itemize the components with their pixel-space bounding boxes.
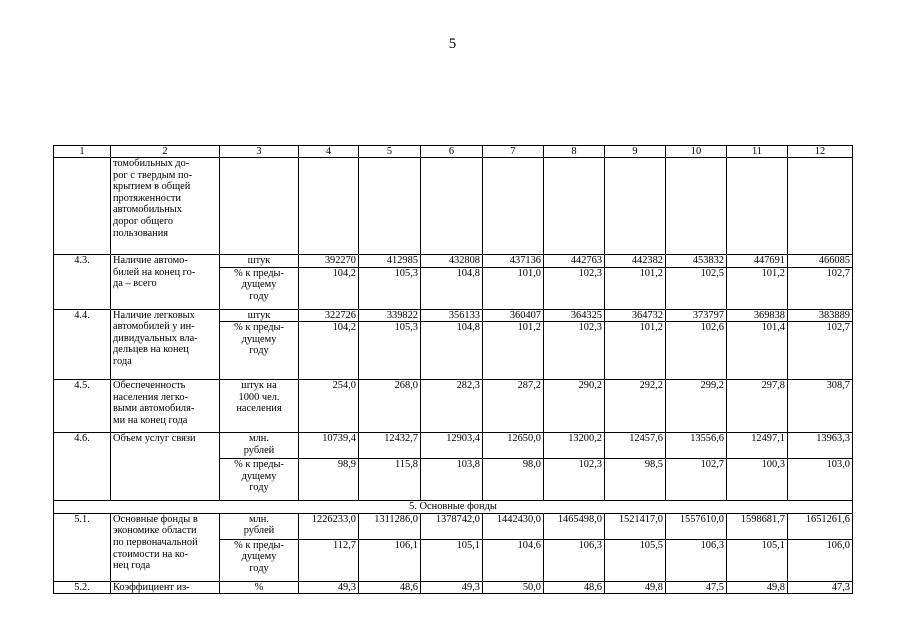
empty-cell bbox=[788, 158, 853, 255]
column-number: 3 bbox=[220, 146, 299, 158]
text-line: дивидуальных вла- bbox=[113, 332, 198, 344]
value-cell: 308,7 bbox=[788, 380, 853, 433]
row-name bbox=[111, 380, 220, 433]
text-line: Основные фонды в bbox=[113, 513, 198, 525]
value-cell: 104,8 bbox=[421, 322, 483, 380]
row-code: 4.4. bbox=[54, 309, 111, 380]
text-line: млн. bbox=[249, 433, 269, 445]
value-cell: 442763 bbox=[544, 255, 605, 268]
value-cell: 442382 bbox=[605, 255, 666, 268]
value-cell: 1465498,0 bbox=[544, 513, 605, 539]
row-code: 5.2. bbox=[54, 581, 111, 594]
unit-cell bbox=[220, 459, 299, 501]
text-line: дущему bbox=[241, 470, 277, 482]
column-number: 2 bbox=[111, 146, 220, 158]
value-cell: 102,3 bbox=[544, 459, 605, 501]
column-number: 8 bbox=[544, 146, 605, 158]
value-cell: 322726 bbox=[299, 309, 359, 322]
value-cell: 102,6 bbox=[666, 322, 727, 380]
row-name bbox=[111, 513, 220, 581]
value-cell: 105,3 bbox=[359, 322, 421, 380]
value-cell: 47,5 bbox=[666, 581, 727, 594]
text-line: млн. bbox=[249, 513, 269, 525]
section-title: 5. Основные фонды bbox=[54, 501, 853, 514]
text-line: году bbox=[249, 345, 269, 357]
table-row-row_4_6 bbox=[54, 433, 853, 459]
column-number: 6 bbox=[421, 146, 483, 158]
text-line: % к преды- bbox=[234, 459, 284, 471]
empty-cell bbox=[483, 158, 544, 255]
value-cell: 339822 bbox=[359, 309, 421, 322]
text-line: % к преды- bbox=[234, 267, 284, 279]
text-line: пользования bbox=[113, 227, 169, 239]
text-line: автомобилей у ин- bbox=[113, 321, 195, 333]
column-number: 5 bbox=[359, 146, 421, 158]
value-cell: 100,3 bbox=[727, 459, 788, 501]
value-cell: 98,0 bbox=[483, 459, 544, 501]
text-line: рог с твердым по- bbox=[113, 169, 193, 181]
value-cell: 453832 bbox=[666, 255, 727, 268]
row-code: 4.6. bbox=[54, 433, 111, 501]
text-line: Коэффициент из- bbox=[113, 581, 190, 593]
value-cell: 103,8 bbox=[421, 459, 483, 501]
column-number: 10 bbox=[666, 146, 727, 158]
column-number: 12 bbox=[788, 146, 853, 158]
text-line: рублей bbox=[243, 444, 275, 456]
text-line: да – всего bbox=[113, 278, 157, 290]
value-cell: 373797 bbox=[666, 309, 727, 322]
empty-cell bbox=[359, 158, 421, 255]
unit-cell bbox=[220, 267, 299, 309]
unit-cell: штук bbox=[220, 255, 299, 268]
statistics-table bbox=[53, 145, 853, 594]
value-cell: 1311286,0 bbox=[359, 513, 421, 539]
unit-cell bbox=[220, 433, 299, 459]
value-cell: 49,3 bbox=[299, 581, 359, 594]
value-cell: 12457,6 bbox=[605, 433, 666, 459]
value-cell: 49,8 bbox=[727, 581, 788, 594]
row-code bbox=[54, 158, 111, 255]
value-cell: 287,2 bbox=[483, 380, 544, 433]
value-cell: 98,9 bbox=[299, 459, 359, 501]
text-line: Наличие автомо- bbox=[113, 255, 188, 266]
value-cell: 105,1 bbox=[421, 539, 483, 581]
text-line: Обеспеченность bbox=[113, 380, 186, 392]
value-cell: 105,3 bbox=[359, 267, 421, 309]
value-cell: 282,3 bbox=[421, 380, 483, 433]
row-code: 4.3. bbox=[54, 255, 111, 310]
value-cell: 104,8 bbox=[421, 267, 483, 309]
text-line: билей на конец го- bbox=[113, 266, 196, 278]
value-cell: 1651261,6 bbox=[788, 513, 853, 539]
value-cell: 12903,4 bbox=[421, 433, 483, 459]
text-line: Наличие легковых bbox=[113, 309, 195, 321]
value-cell: 101,2 bbox=[605, 322, 666, 380]
header-row bbox=[54, 146, 853, 158]
value-cell: 1226233,0 bbox=[299, 513, 359, 539]
row-name bbox=[111, 433, 220, 501]
value-cell: 101,2 bbox=[483, 322, 544, 380]
text-line: году bbox=[249, 482, 269, 494]
text-line: нец года bbox=[113, 560, 151, 572]
row-name bbox=[111, 581, 220, 594]
text-line: году bbox=[249, 562, 269, 574]
text-line: дорог общего bbox=[113, 215, 174, 227]
row-name bbox=[111, 309, 220, 380]
row-name bbox=[111, 158, 220, 255]
text-line: выми автомобиля- bbox=[113, 403, 195, 415]
text-line: населения bbox=[236, 403, 282, 415]
value-cell: 1598681,7 bbox=[727, 513, 788, 539]
value-cell: 47,3 bbox=[788, 581, 853, 594]
empty-cell bbox=[605, 158, 666, 255]
column-number: 11 bbox=[727, 146, 788, 158]
table-row-row_4_4 bbox=[54, 309, 853, 322]
empty-cell bbox=[544, 158, 605, 255]
column-number: 7 bbox=[483, 146, 544, 158]
text-line: 1000 чел. bbox=[238, 391, 280, 403]
text-line: населения легко- bbox=[113, 391, 189, 403]
text-line: по первоначальной bbox=[113, 536, 198, 548]
value-cell: 447691 bbox=[727, 255, 788, 268]
value-cell: 49,3 bbox=[421, 581, 483, 594]
value-cell: 106,3 bbox=[666, 539, 727, 581]
value-cell: 104,2 bbox=[299, 322, 359, 380]
value-cell: 12432,7 bbox=[359, 433, 421, 459]
empty-cell bbox=[727, 158, 788, 255]
value-cell: 466085 bbox=[788, 255, 853, 268]
value-cell: 299,2 bbox=[666, 380, 727, 433]
value-cell: 112,7 bbox=[299, 539, 359, 581]
value-cell: 101,2 bbox=[605, 267, 666, 309]
text-line: дущему bbox=[241, 551, 277, 563]
value-cell: 10739,4 bbox=[299, 433, 359, 459]
value-cell: 364732 bbox=[605, 309, 666, 322]
value-cell: 1442430,0 bbox=[483, 513, 544, 539]
value-cell: 12497,1 bbox=[727, 433, 788, 459]
value-cell: 102,5 bbox=[666, 267, 727, 309]
row-code: 5.1. bbox=[54, 513, 111, 581]
value-cell: 50,0 bbox=[483, 581, 544, 594]
value-cell: 290,2 bbox=[544, 380, 605, 433]
value-cell: 102,7 bbox=[666, 459, 727, 501]
value-cell: 392270 bbox=[299, 255, 359, 268]
value-cell: 432808 bbox=[421, 255, 483, 268]
unit-cell: штук bbox=[220, 309, 299, 322]
value-cell: 1557610,0 bbox=[666, 513, 727, 539]
value-cell: 102,3 bbox=[544, 322, 605, 380]
value-cell: 102,3 bbox=[544, 267, 605, 309]
column-number: 9 bbox=[605, 146, 666, 158]
unit-cell bbox=[220, 513, 299, 539]
text-line: дельцев на конец bbox=[113, 344, 189, 356]
text-line: стоимости на ко- bbox=[113, 548, 189, 560]
value-cell: 101,4 bbox=[727, 322, 788, 380]
value-cell: 104,6 bbox=[483, 539, 544, 581]
value-cell: 102,7 bbox=[788, 322, 853, 380]
value-cell: 103,0 bbox=[788, 459, 853, 501]
text-line: томобильных до- bbox=[113, 158, 190, 169]
text-line: штук на bbox=[241, 380, 277, 392]
value-cell: 412985 bbox=[359, 255, 421, 268]
value-cell: 364325 bbox=[544, 309, 605, 322]
value-cell: 105,5 bbox=[605, 539, 666, 581]
value-cell: 360407 bbox=[483, 309, 544, 322]
unit-cell bbox=[220, 539, 299, 581]
value-cell: 12650,0 bbox=[483, 433, 544, 459]
value-cell: 13200,2 bbox=[544, 433, 605, 459]
table-row-row_4_3 bbox=[54, 255, 853, 268]
text-line: года bbox=[113, 355, 132, 367]
text-line: крытием в общей bbox=[113, 181, 191, 193]
text-line: автомобильных bbox=[113, 204, 182, 216]
value-cell: 48,6 bbox=[544, 581, 605, 594]
unit-cell bbox=[220, 380, 299, 433]
value-cell: 292,2 bbox=[605, 380, 666, 433]
text-line: дущему bbox=[241, 333, 277, 345]
empty-cell bbox=[666, 158, 727, 255]
value-cell: 1378742,0 bbox=[421, 513, 483, 539]
value-cell: 104,2 bbox=[299, 267, 359, 309]
value-cell: 254,0 bbox=[299, 380, 359, 433]
value-cell: 106,0 bbox=[788, 539, 853, 581]
value-cell: 101,2 bbox=[727, 267, 788, 309]
empty-cell bbox=[299, 158, 359, 255]
empty-cell bbox=[220, 158, 299, 255]
text-line: ми на конец года bbox=[113, 414, 188, 426]
text-line: % к преды- bbox=[234, 322, 284, 334]
value-cell: 102,7 bbox=[788, 267, 853, 309]
unit-cell bbox=[220, 322, 299, 380]
value-cell: 268,0 bbox=[359, 380, 421, 433]
row-name bbox=[111, 255, 220, 310]
table-row-row_4_5 bbox=[54, 380, 853, 433]
value-cell: 356133 bbox=[421, 309, 483, 322]
value-cell: 101,0 bbox=[483, 267, 544, 309]
table-row-row_5_1 bbox=[54, 513, 853, 539]
value-cell: 115,8 bbox=[359, 459, 421, 501]
text-line: протяженности bbox=[113, 192, 181, 204]
column-number: 4 bbox=[299, 146, 359, 158]
section-header-row bbox=[54, 501, 853, 514]
value-cell: 49,8 bbox=[605, 581, 666, 594]
value-cell: 297,8 bbox=[727, 380, 788, 433]
text-line: экономике области bbox=[113, 525, 197, 537]
table-row-row_5_2 bbox=[54, 581, 853, 594]
value-cell: 437136 bbox=[483, 255, 544, 268]
text-line: дущему bbox=[241, 279, 277, 291]
value-cell: 48,6 bbox=[359, 581, 421, 594]
value-cell: 106,3 bbox=[544, 539, 605, 581]
value-cell: 383889 bbox=[788, 309, 853, 322]
empty-cell bbox=[421, 158, 483, 255]
value-cell: 105,1 bbox=[727, 539, 788, 581]
text-line: Объем услуг связи bbox=[113, 433, 196, 445]
text-line: % к преды- bbox=[234, 539, 284, 551]
value-cell: 13556,6 bbox=[666, 433, 727, 459]
value-cell: 98,5 bbox=[605, 459, 666, 501]
value-cell: 106,1 bbox=[359, 539, 421, 581]
text-line: рублей bbox=[243, 525, 275, 537]
text-line: году bbox=[249, 290, 269, 302]
table-row-continuation bbox=[54, 158, 853, 255]
page-number: 5 bbox=[448, 36, 457, 52]
row-code: 4.5. bbox=[54, 380, 111, 433]
value-cell: 13963,3 bbox=[788, 433, 853, 459]
value-cell: 369838 bbox=[727, 309, 788, 322]
value-cell: 1521417,0 bbox=[605, 513, 666, 539]
column-number: 1 bbox=[54, 146, 111, 158]
unit-cell: % bbox=[220, 581, 299, 594]
